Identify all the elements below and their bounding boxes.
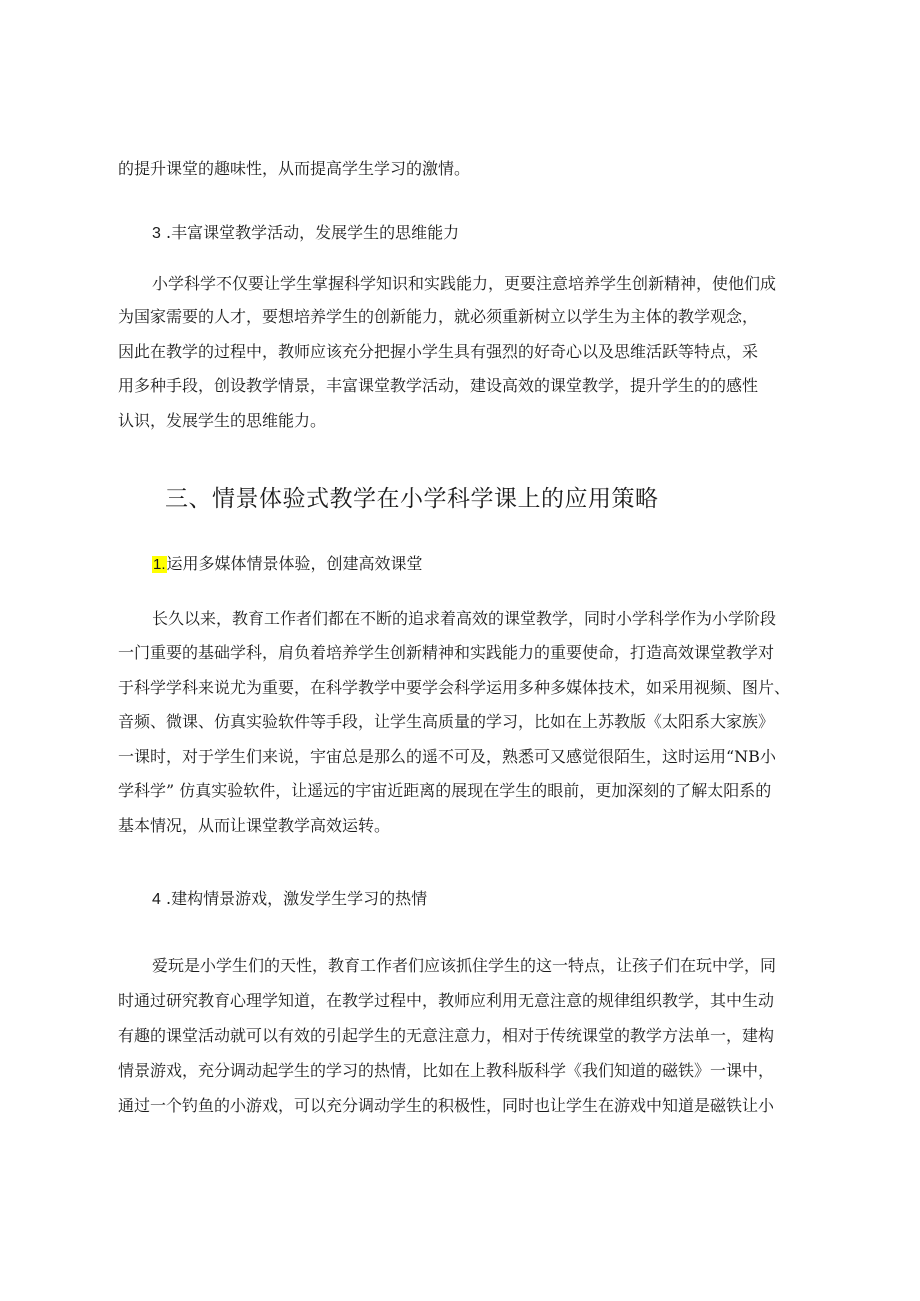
paragraph-line: 用多种手段，创设教学情景，丰富课堂教学活动，建设高效的课堂教学，提升学生的的感性	[118, 376, 759, 395]
paragraph-line: 的提升课堂的趣味性，从而提高学生学习的激情。	[118, 159, 471, 178]
paragraph-line: 有趣的课堂活动就可以有效的引起学生的无意注意力，相对于传统课堂的教学方法单一，建构	[118, 1026, 775, 1045]
paragraph-line: 长久以来，教育工作者们都在不断的追求着高效的课堂教学，同时小学科学作为小学阶段	[152, 609, 777, 628]
paragraph-line: 情景游戏，充分调动起学生的学习的热情，比如在上教科版科学《我们知道的磁铁》一课中，	[118, 1061, 775, 1080]
subheading-number: 4	[152, 891, 161, 908]
paragraph-line: 一课时，对于学生们来说，宇宙总是那么的遥不可及，熟悉可又感觉很陌生，这时运用“NB小	[118, 747, 776, 766]
subheading-text: .丰富课堂教学活动，发展学生的思维能力	[166, 223, 460, 242]
paragraph-line: 时通过研究教育心理学知道，在教学过程中，教师应利用无意注意的规律组织教学，其中生动	[118, 991, 775, 1010]
paragraph-line: 学科学” 仿真实验软件，让遥远的宇宙近距离的展现在学生的眼前，更加深刻的了解太阳系的	[118, 781, 772, 800]
paragraph-line: 一门重要的基础学科，肩负着培养学生创新精神和实践能力的重要使命，打造高效课堂教学对	[118, 643, 775, 662]
subheading-number-highlighted: 1.	[153, 556, 166, 573]
subheading-4	[152, 888, 427, 911]
paragraph-line: 为国家需要的人才，要想培养学生的创新能力，就必须重新树立以学生为主体的教学观念，	[118, 307, 759, 326]
subheading-number: 3	[152, 225, 161, 242]
subheading-1	[152, 553, 423, 576]
paragraph-line: 于科学学科来说尤为重要，在科学教学中要学会科学运用多种多媒体技术，如采用视频、图片、	[118, 678, 791, 697]
paragraph-line: 小学科学不仅要让学生掌握科学知识和实践能力，更要注意培养学生创新精神，使他们成	[152, 274, 777, 293]
subheading-3	[152, 222, 459, 245]
section-title: 三、情景体验式教学在小学科学课上的应用策略	[165, 486, 659, 512]
subheading-text: .建构情景游戏，激发学生学习的热情	[166, 889, 428, 908]
paragraph-line: 因此在教学的过程中，教师应该充分把握小学生具有强烈的好奇心以及思维活跃等特点，采	[118, 342, 759, 361]
paragraph-line: 通过一个钓鱼的小游戏，可以充分调动学生的积极性，同时也让学生在游戏中知道是磁铁让小	[118, 1096, 775, 1115]
paragraph-line: 认识，发展学生的思维能力。	[118, 411, 327, 430]
subheading-text: 运用多媒体情景体验，创建高效课堂	[166, 554, 423, 573]
paragraph-line: 基本情况，从而让课堂教学高效运转。	[118, 816, 391, 835]
paragraph-line: 爱玩是小学生们的天性，教育工作者们应该抓住学生的这一特点，让孩子们在玩中学，同	[152, 956, 777, 975]
paragraph-line: 音频、微课、仿真实验软件等手段，让学生高质量的学习，比如在上苏教版《太阳系大家族》	[118, 712, 775, 731]
